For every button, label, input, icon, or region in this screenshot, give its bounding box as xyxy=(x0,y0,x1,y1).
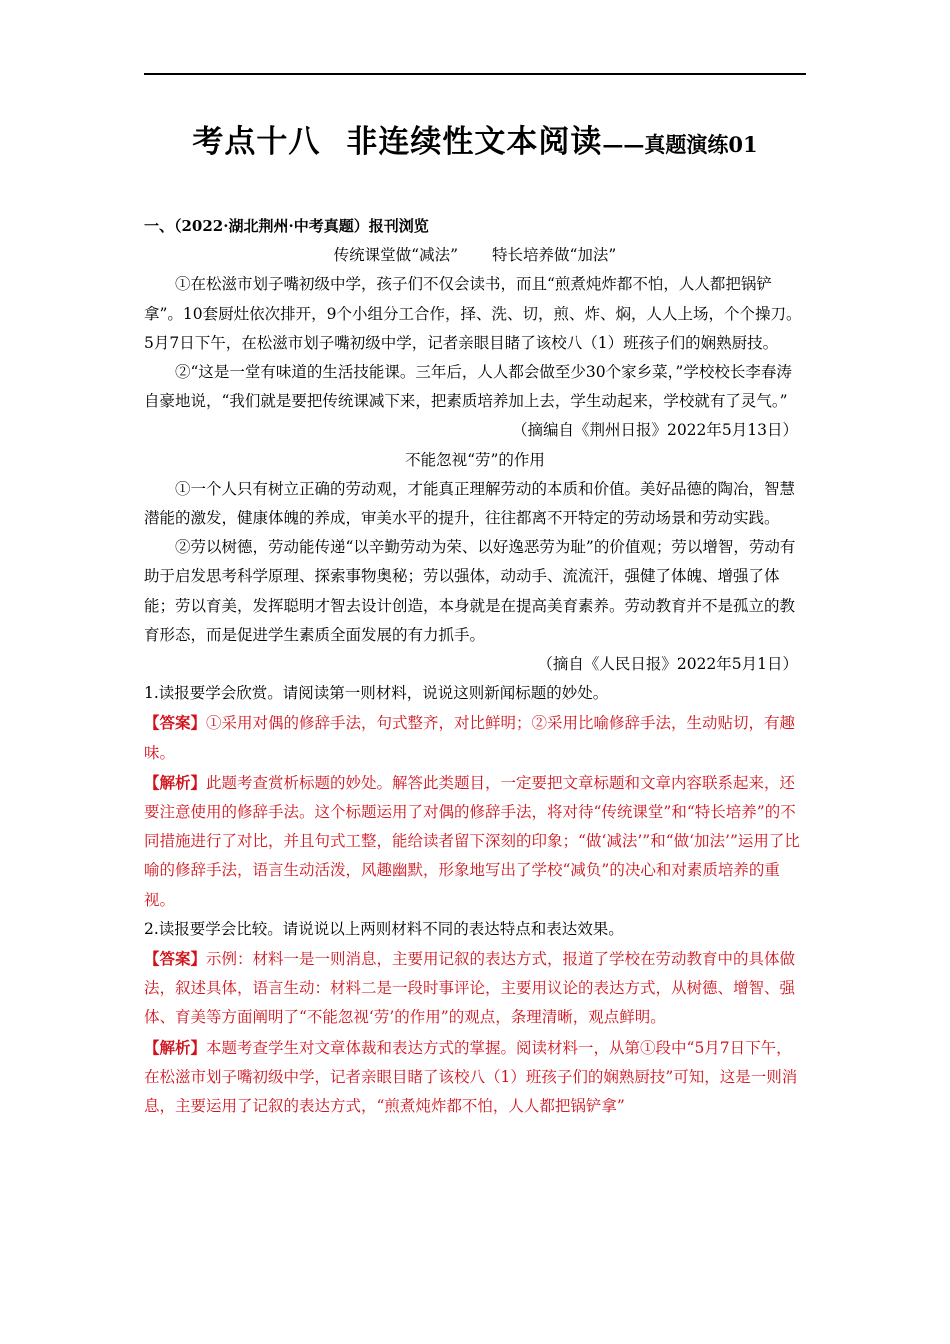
page-title xyxy=(144,120,806,169)
material1-paragraph: ①在松滋市划子嘴初级中学，孩子们不仅会读书，而且“煎煮炖炸都不怕，人人都把锅铲拿”。10套厨灶依次排开，9个小组分工合作，择、洗、切，煎、炸、焖，人人上场，个个操刀。5月7日下午，在松滋市划子嘴初级中学，记者亲眼目睹了该校八（1）班孩子们的娴熟厨技。 xyxy=(144,275,802,352)
document-body xyxy=(144,212,806,1121)
analysis-text: 此题考查赏析标题的妙处。解答此类题目，一定要把文章标题和文章内容联系起来，还要注意使用的修辞手法。这个标题运用了对偶的修辞手法，将对待“传统课堂”和“特长培养”的不同措施进行了对比，并且句式工整，能给读者留下深刻的印象；“做‘减法’”和“做‘加法’”运用了比喻的修辞手法，语言生动活泼，风趣幽默，形象地写出了学校“减负”的决心和对素质培养的重视。 xyxy=(144,773,800,909)
headline-part-b: 特长培养做“加法” xyxy=(492,246,617,265)
material1-paragraph: ②“这是一堂有味道的生活技能课。三年后，人人都会做至少30个家乡菜，”学校校长李春涛自豪地说，“我们就是要把传统课减下来，把素质培养加上去，学生动起来，学校就有了灵气。” xyxy=(144,363,792,411)
title-sub: ——真题演练01 xyxy=(602,132,758,157)
analysis-text: 本题考查学生对文章体裁和表达方式的掌握。阅读材料一，从第①段中“5月7日下午，在松滋市划子嘴初级中学，记者亲眼目睹了该校八（1）班孩子们的娴熟厨技”可知，这是一则消息，主要运用了记叙的表达方式，“煎煮炖炸都不怕，人人都把锅铲拿” xyxy=(144,1038,798,1116)
material2-source: （摘自《人民日报》2022年5月1日） xyxy=(537,655,798,674)
title-main: 考点十八 xyxy=(192,124,321,160)
title-topic: 非连续性文本阅读 xyxy=(346,124,603,160)
material2-headline: 不能忽视“劳”的作用 xyxy=(405,450,545,469)
section-heading: 一、（2022·湖北荆州·中考真题）报刊浏览 xyxy=(144,217,429,235)
analysis-2 xyxy=(144,1033,806,1122)
answer-tag: 【答案】 xyxy=(144,713,207,733)
answer-tag: 【答案】 xyxy=(144,949,207,969)
answer-text: 示例：材料一是一则消息，主要用记叙的表达方式，报道了学校在劳动教育中的具体做法，叙述具体，语言生动：材料二是一段时事评论，主要用议论的表达方式，从树德、增智、强体、育美等方面阐明了“不能忽视‘劳’的作用”的观点，条理清晰，观点鲜明。 xyxy=(144,950,796,1027)
analysis-tag: 【解析】 xyxy=(144,1037,207,1057)
answer-2 xyxy=(144,944,806,1033)
analysis-1 xyxy=(144,768,806,915)
answer-text: ①采用对偶的修辞手法，句式整齐，对比鲜明；②采用比喻修辞手法，生动贴切，有趣味。 xyxy=(144,714,796,762)
question-2: 2.读报要学会比较。请说说以上两则材料不同的表达特点和表达效果。 xyxy=(144,919,624,938)
material2-paragraph: ②劳以树德，劳动能传递“以辛勤劳动为荣、以好逸恶劳为耻”的价值观；劳以增智，劳动有助于启发思考科学原理、探索事物奥秘；劳以强体，动动手、流流汗，强健了体魄、增强了体能；劳以育美，发挥聪明才智去设计创造，本身就是在提高美育素养。劳动教育并不是孤立的教育形态，而是促进学生素质全面发展的有力抓手。 xyxy=(144,538,796,644)
material1-headline xyxy=(144,241,806,270)
material2-paragraph: ①一个人只有树立正确的劳动观，才能真正理解劳动的本质和价值。美好品德的陶冶，智慧潜能的激发，健康体魄的养成，审美水平的提升，往往都离不开特定的劳动场景和劳动实践。 xyxy=(144,479,796,528)
question-1: 1.读报要学会欣赏。请阅读第一则材料，说说这则新闻标题的妙处。 xyxy=(144,684,609,703)
answer-1 xyxy=(144,708,806,767)
analysis-tag: 【解析】 xyxy=(144,772,207,792)
material1-source: （摘编自《荆州日报》2022年5月13日） xyxy=(511,421,798,440)
top-rule xyxy=(144,73,806,75)
headline-part-a: 传统课堂做“减法” xyxy=(333,246,458,265)
